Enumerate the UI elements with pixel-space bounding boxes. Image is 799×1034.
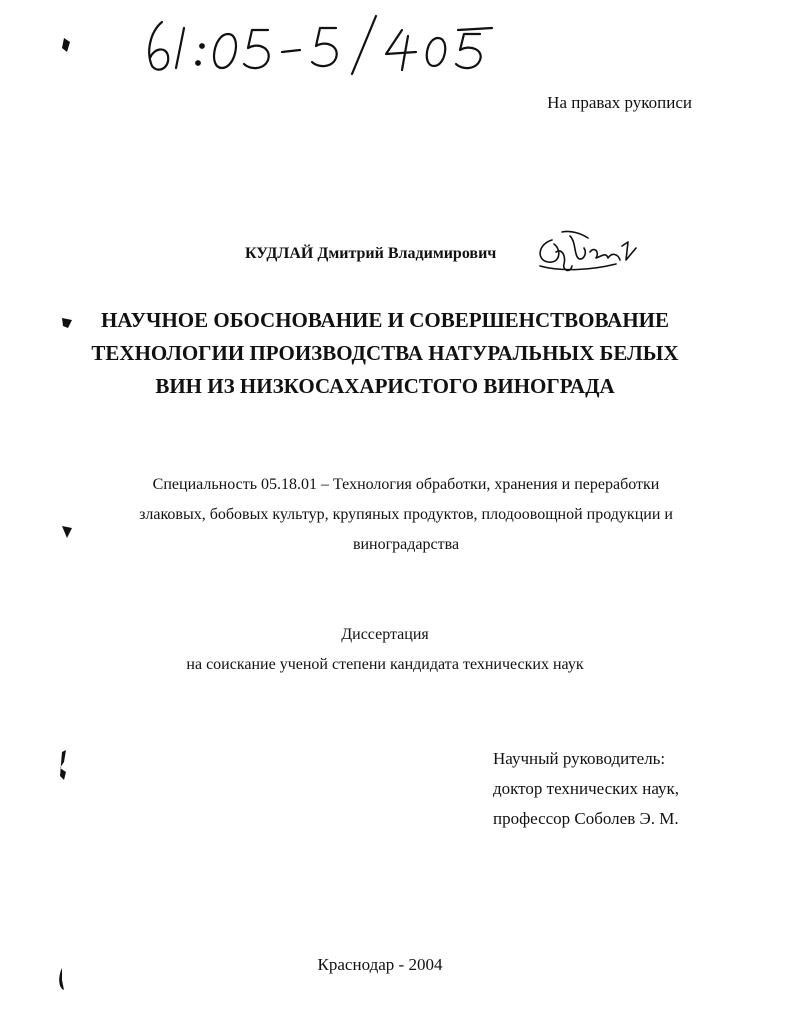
supervisor-block <box>493 744 679 834</box>
title-line: ТЕХНОЛОГИИ ПРОИЗВОДСТВА НАТУРАЛЬНЫХ БЕЛЫХ <box>91 341 679 365</box>
author-name: КУДЛАЙ Дмитрий Владимирович <box>245 245 497 262</box>
author-signature <box>532 230 642 278</box>
dissertation-degree: на соискание ученой степени кандидата технических наук <box>186 656 584 673</box>
rights-note: На правах рукописи <box>547 93 692 112</box>
title-line: ВИН ИЗ НИЗКОСАХАРИСТОГО ВИНОГРАДА <box>155 374 615 398</box>
archive-number-handwritten <box>140 8 500 78</box>
specialty-block <box>70 470 742 560</box>
dissertation-block <box>90 620 680 680</box>
scan-mark <box>60 750 66 780</box>
scan-mark <box>62 318 72 328</box>
specialty-line: Специальность 05.18.01 – Технология обработки, хранения и переработки <box>152 476 660 493</box>
supervisor-name: профессор Соболев Э. М. <box>493 809 679 828</box>
supervisor-label: Научный руководитель: <box>493 749 666 768</box>
title-line: НАУЧНОЕ ОБОСНОВАНИЕ И СОВЕРШЕНСТВОВАНИЕ <box>100 308 670 332</box>
supervisor-degree: доктор технических наук, <box>493 779 680 798</box>
scan-mark <box>62 38 70 52</box>
scan-mark <box>59 968 64 990</box>
dissertation-label: Диссертация <box>341 626 429 643</box>
dissertation-title <box>60 304 710 403</box>
scan-mark <box>62 526 72 538</box>
specialty-line: злаковых, бобовых культур, крупяных продуктов, плодоовощной продукции и <box>139 506 673 523</box>
specialty-line: виноградарства <box>352 536 460 553</box>
scan-artifacts <box>0 0 120 1034</box>
city-year: Краснодар - 2004 <box>317 955 443 974</box>
